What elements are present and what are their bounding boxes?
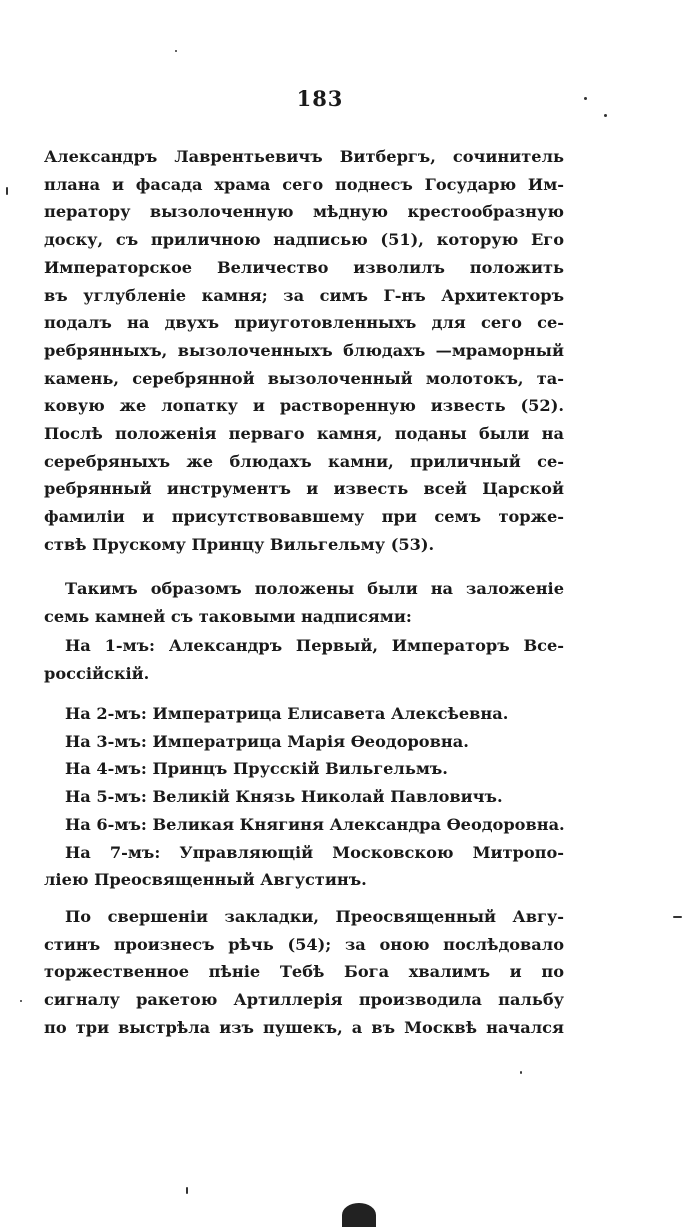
text-line: ковую же лопатку и растворенную известь (52). bbox=[44, 396, 564, 416]
text-line: серебряныхъ же блюдахъ камни, приличный се- bbox=[44, 451, 564, 471]
text-line: Послѣ положенія перваго камня, поданы были на bbox=[44, 424, 564, 444]
stone-inscription-1 bbox=[44, 632, 564, 687]
text-line: сигналу ракетою Артиллерія производила пальбу bbox=[44, 990, 564, 1010]
scan-speck bbox=[520, 1071, 522, 1074]
stone-inscription-7: На 7-мъ: Управляющій Московскою Митропо- bbox=[65, 842, 564, 862]
scan-speck bbox=[186, 1187, 188, 1194]
page-number: 183 bbox=[296, 86, 344, 111]
text-line: стинъ произнесъ рѣчь (54); за оною послѣдовало bbox=[44, 934, 564, 954]
stone-inscription-6: На 6-мъ: Великая Княгиня Александра Ѳеодоровна. bbox=[65, 814, 565, 834]
text-line: семь камней съ таковыми надписями: bbox=[44, 606, 412, 626]
text-line: камень, серебрянной вызолоченный молотокъ, та- bbox=[44, 368, 564, 388]
text-line: по три выстрѣла изъ пушекъ, а въ Москвѣ начался bbox=[44, 1017, 564, 1037]
text-line: торжественное пѣніе Тебѣ Бога хвалимъ и по bbox=[44, 962, 564, 982]
stone-inscription-7-cont: ліею Преосвященный Августинъ. bbox=[44, 870, 367, 890]
text-line: доску, съ приличною надписью (51), которую Его bbox=[44, 230, 564, 250]
text-line: По свершеніи закладки, Преосвященный Авгу- bbox=[65, 907, 564, 926]
text-line: Императорское Величество изволилъ положить bbox=[44, 257, 564, 277]
text-line: ребрянныхъ, вызолоченныхъ блюдахъ —мраморный bbox=[44, 340, 564, 360]
text-line: На 1-мъ: Александръ Первый, Императоръ Все- bbox=[65, 636, 564, 655]
text-line: ствѣ Прускому Принцу Вильгельму (53). bbox=[44, 534, 435, 554]
text-line: Такимъ образомъ положены были на заложеніе bbox=[65, 579, 564, 598]
text-line: подалъ на двухъ приуготовленныхъ для сего се- bbox=[44, 313, 564, 333]
text-line: россійскій. bbox=[44, 663, 150, 683]
stone-inscription-3: На 3-мъ: Императрица Марія Ѳеодоровна. bbox=[65, 731, 469, 751]
stone-inscriptions-list bbox=[44, 700, 564, 894]
text-line: ператору вызолоченную мѣдную крестообразную bbox=[44, 202, 564, 222]
text-line: въ углубленіе камня; за симъ Г-нъ Архитекторъ bbox=[44, 285, 564, 305]
text-line: плана и фасада храма сего поднесъ Государю Им- bbox=[44, 174, 564, 194]
text-line: фамиліи и присутствовавшему при семъ торже- bbox=[44, 507, 564, 527]
scan-speck bbox=[584, 97, 587, 100]
scan-speck bbox=[604, 114, 607, 117]
paragraph-after-ceremony bbox=[44, 903, 564, 1042]
scan-speck bbox=[6, 187, 8, 195]
scan-blob bbox=[342, 1203, 376, 1227]
text-line: ребрянный инструментъ и известь всей Царской bbox=[44, 479, 564, 499]
paragraph-ceremony-plaque bbox=[44, 143, 564, 559]
stone-inscription-5: На 5-мъ: Великій Князь Николай Павловичъ. bbox=[65, 787, 503, 807]
stone-inscription-4: На 4-мъ: Принцъ Прусскій Вильгельмъ. bbox=[65, 759, 448, 779]
text-line: Александръ Лаврентьевичъ Витбергъ, сочинитель bbox=[44, 147, 564, 166]
scan-speck bbox=[175, 50, 177, 52]
scan-speck bbox=[20, 1000, 22, 1002]
paragraph-stones-intro bbox=[44, 575, 564, 630]
scan-speck bbox=[673, 916, 682, 918]
stone-inscription-2: На 2-мъ: Императрица Елисавета Алексѣевна. bbox=[65, 704, 509, 723]
